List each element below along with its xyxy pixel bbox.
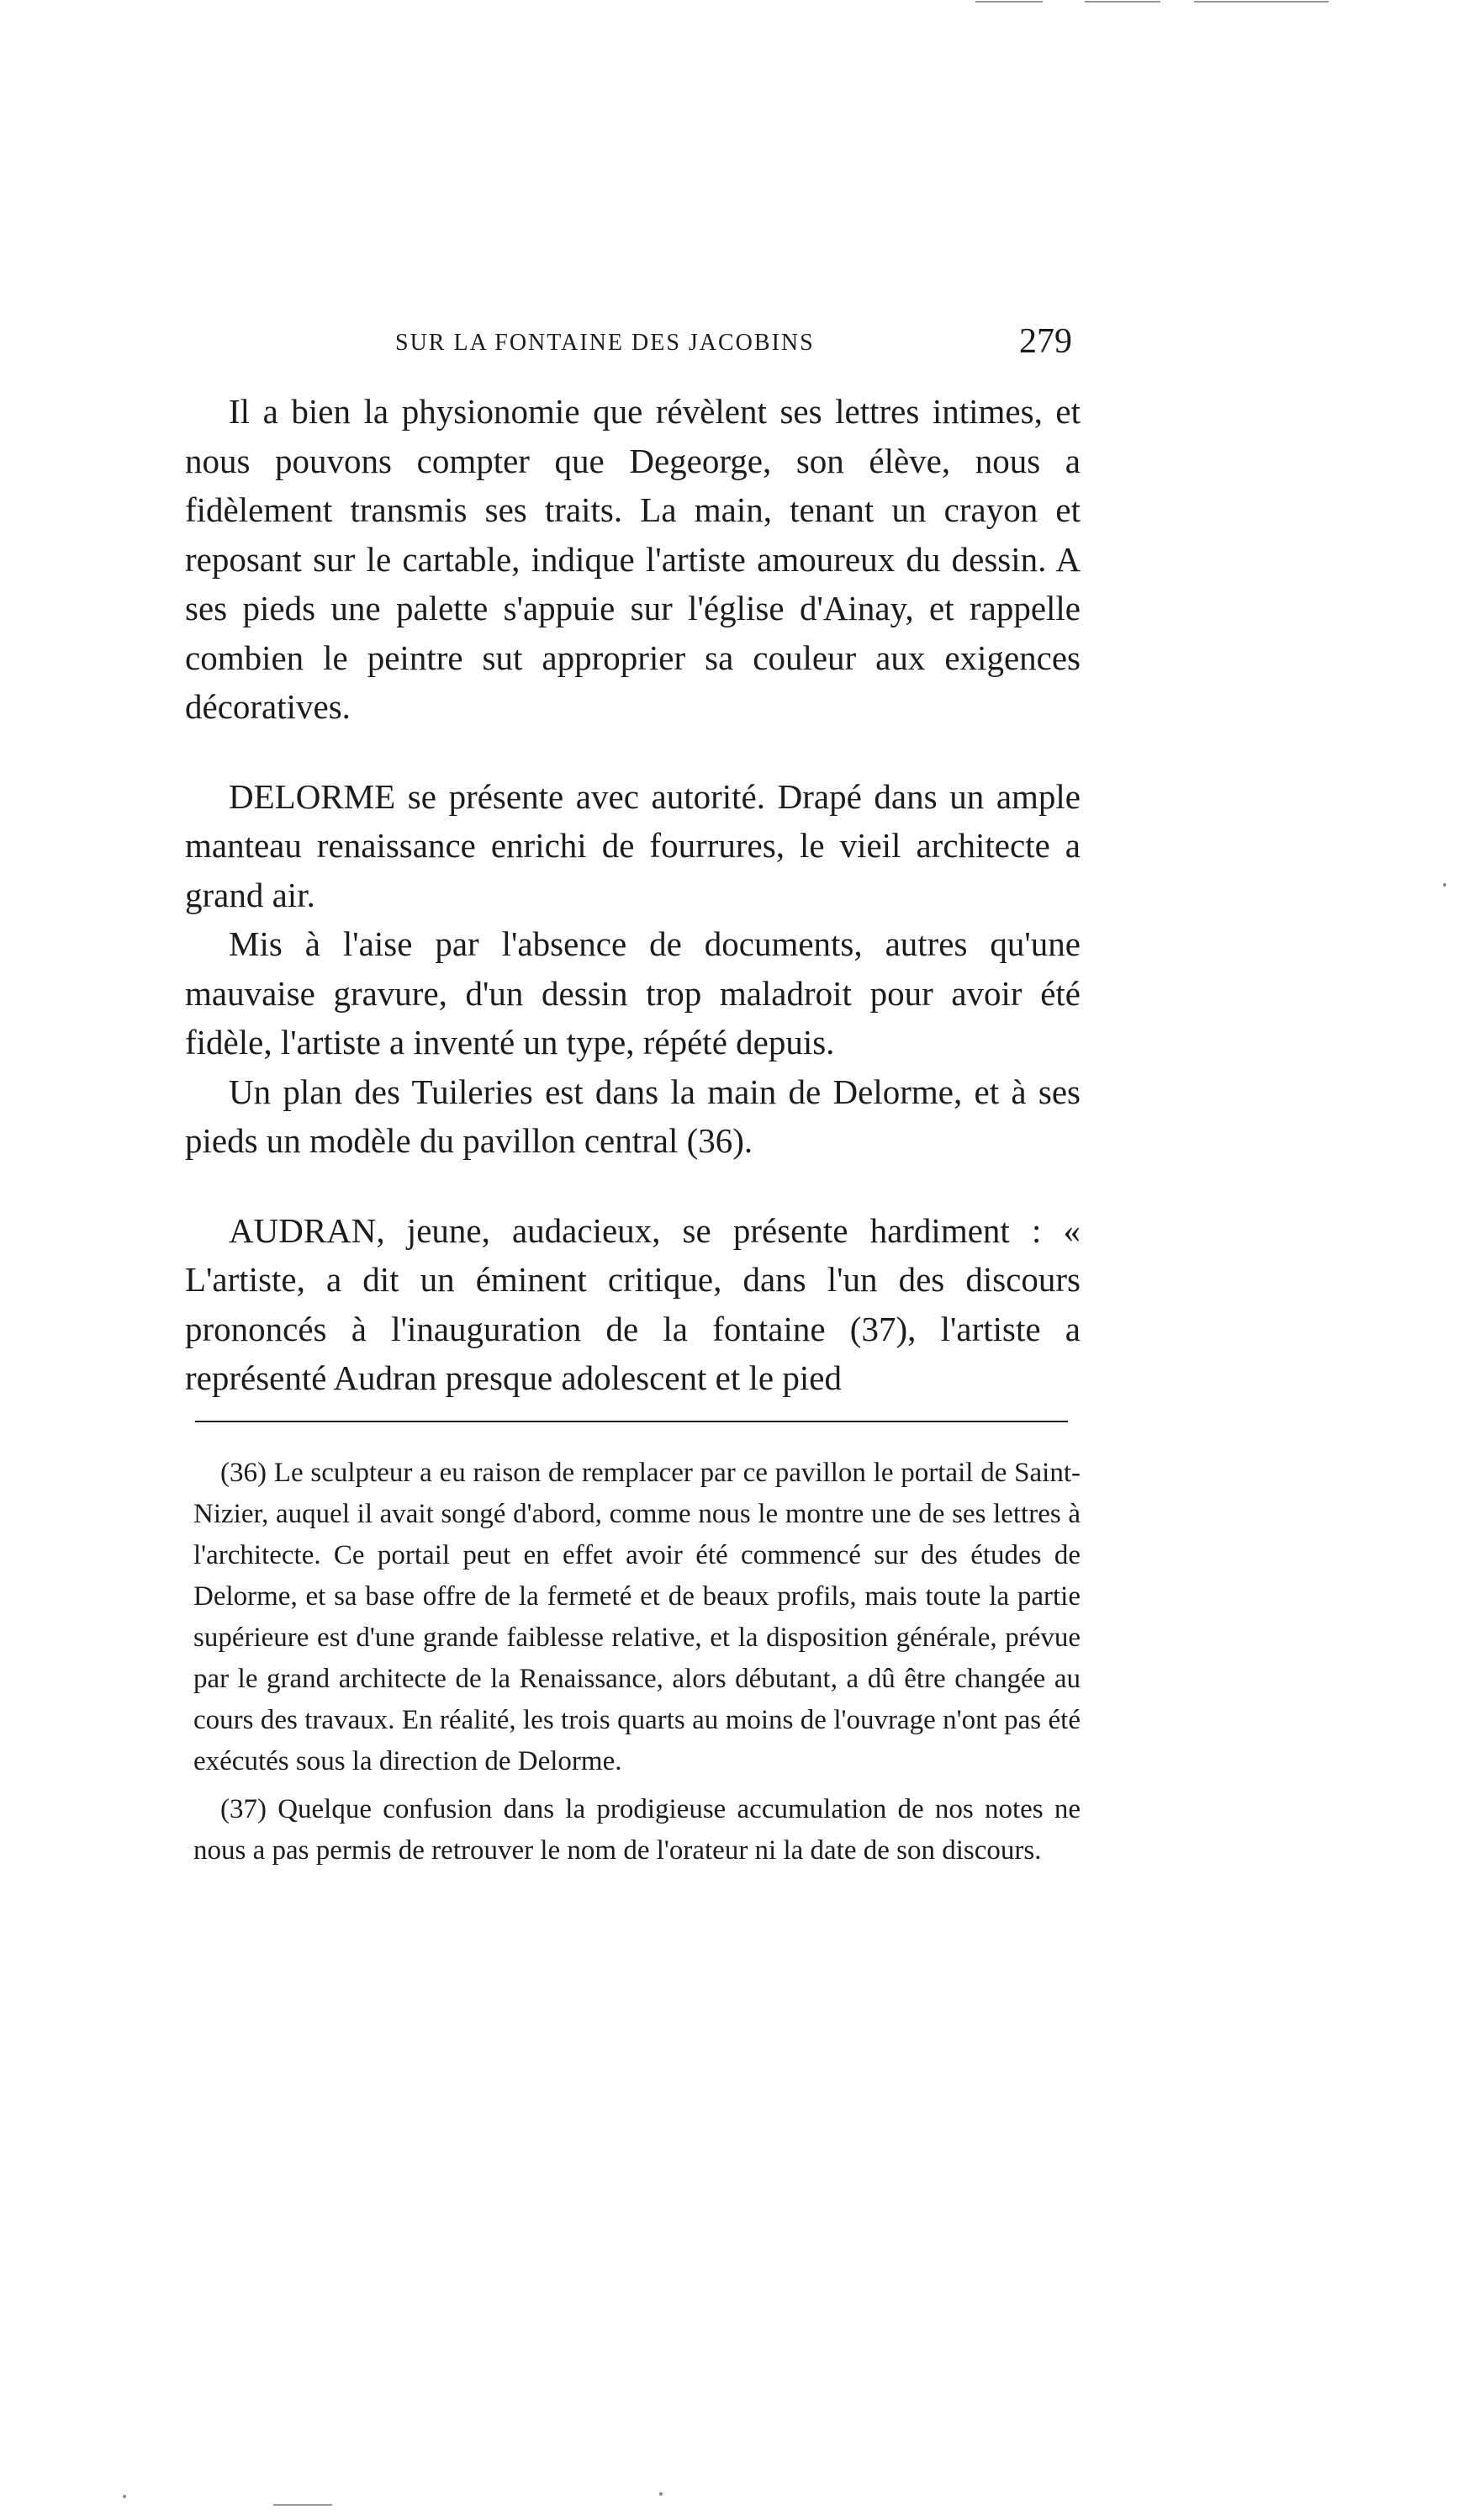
footnote-36: (36) Le sculpteur a eu raison de remplacer par ce pavillon le portail de Saint-Nizier, auquel il avait songé d'abord, comme nous le montre une de ses lettres à l'architecte. Ce portail peut en effet avoir été commencé sur des études de Delorme, et sa base offre de la fermeté et de beaux profils, mais toute la partie supérieure est d'une grande faiblesse relative, et la disposition générale, prévue par le grand architecte de la Renaissance, alors débutant, a dû être changée au cours des travaux. En réalité, les trois quarts au moins de l'ouvrage n'ont pas été exécutés sous la direction de Delorme.: [193, 1458, 1081, 1776]
footnote-37: (37) Quelque confusion dans la prodigieuse accumulation de nos notes ne nous a pas permis de retrouver le nom de l'orateur ni la date de son discours.: [193, 1794, 1081, 1866]
scan-speck: [1443, 883, 1446, 887]
paragraph-gap: [185, 1166, 1081, 1206]
paragraph-tuileries: Un plan des Tuileries est dans la main de Delorme, et à ses pieds un modèle du pavillon central (36).: [185, 1072, 1081, 1160]
paragraph-gap: [185, 732, 1081, 772]
paragraph-audran-text: , jeune, audacieux, se présente hardiment : « L'artiste, a dit un éminent critique, dans l'un des discours prononcés à l'inauguration de la fontaine (37), l'artiste a représenté Audran presque adolescent et le pied: [185, 1210, 1081, 1397]
paragraph-delorme-text: se présente avec autorité. Drapé dans un ample manteau renaissance enrichi de fourrures, le vieil architecte a grand air.: [185, 776, 1081, 914]
name-delorme: DELORME: [229, 776, 396, 816]
scan-speck: [659, 2492, 663, 2496]
running-title: SUR LA FONTAINE DES JACOBINS: [395, 330, 815, 356]
paragraph-degeorge: Il a bien la physionomie que révèlent ses lettres intimes, et nous pouvons compter que Degeorge, son élève, nous a fidèlement transmis ses traits. La main, tenant un crayon et reposant sur le cartable, indique l'artiste amoureux du dessin. A ses pieds une palette s'appuie sur l'église d'Ainay, et rappelle combien le peintre sut approprier sa couleur aux exigences décoratives.: [185, 392, 1081, 726]
page-number: 279: [1019, 322, 1072, 361]
scan-speck: [123, 2495, 126, 2498]
paragraph-documents: Mis à l'aise par l'absence de documents, autres qu'une mauvaise gravure, d'un dessin trop maladroit pour avoir été fidèle, l'artiste a inventé un type, répété depuis.: [185, 924, 1081, 1061]
footnotes: [193, 1453, 1081, 1871]
paragraph-audran: [185, 1206, 1081, 1403]
running-head: [185, 321, 1081, 372]
name-audran: AUDRAN: [229, 1210, 377, 1250]
body-text: [185, 387, 1081, 1403]
paragraph-delorme: [185, 772, 1081, 920]
footnote-separator: [195, 1421, 1068, 1422]
